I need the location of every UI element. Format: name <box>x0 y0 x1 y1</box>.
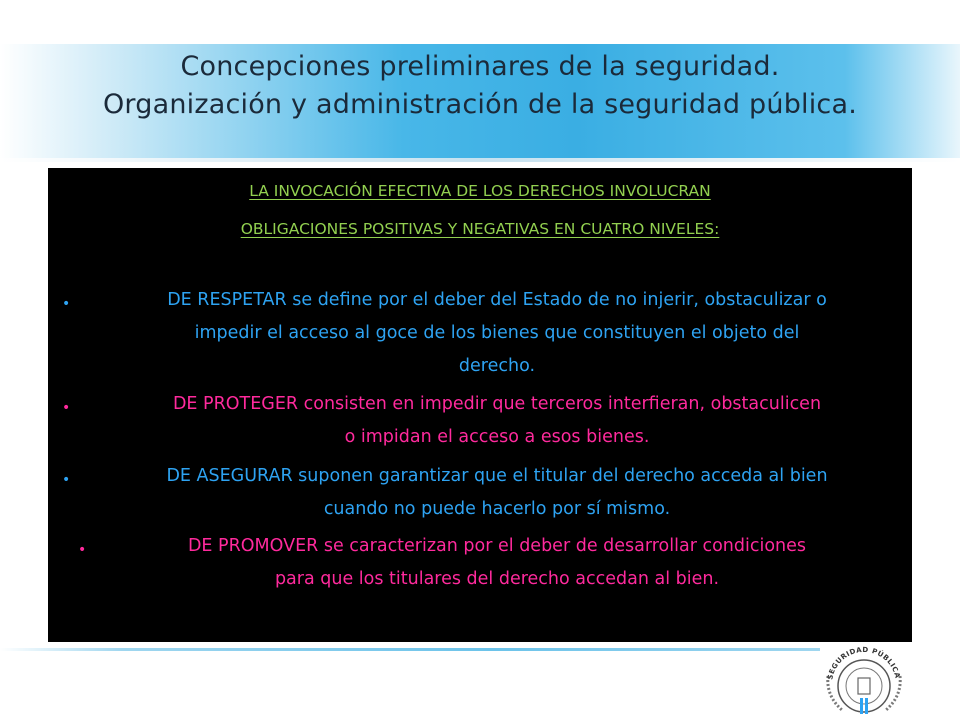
bullet-marker: • <box>62 400 71 416</box>
bullet-line: o impidan el acceso a esos bienes. <box>344 427 650 447</box>
bullet-marker: • <box>78 542 87 558</box>
bullet-text <box>86 460 908 526</box>
bullet-line: DE PROTEGER consisten en impedir que terceros interfieran, obstaculicen <box>172 394 822 414</box>
bullet-text <box>86 530 908 596</box>
bullet-line: DE RESPETAR se define por el deber del Estado de no injerir, obstaculizar o <box>167 290 827 310</box>
footer-rule <box>0 648 820 651</box>
bullet-line: DE PROMOVER se caracterizan por el deber de desarrollar condiciones <box>187 536 807 556</box>
bullet-text <box>86 284 908 383</box>
bullet-line: cuando no puede hacerlo por sí mismo. <box>323 499 671 519</box>
slide-title <box>0 48 960 124</box>
slide-title-line-2: Organización y administración de la seguridad pública. <box>102 89 858 120</box>
heading-line-1: LA INVOCACIÓN EFECTIVA DE LOS DERECHOS INVOLUCRAN <box>249 182 711 200</box>
seal-text: SEGURIDAD PÚBLICA <box>826 645 902 681</box>
institutional-seal-icon <box>818 632 910 720</box>
heading-line-2: OBLIGACIONES POSITIVAS Y NEGATIVAS EN CUATRO NIVELES: <box>240 220 720 238</box>
slide-title-line-1: Concepciones preliminares de la seguridad. <box>180 51 780 82</box>
bullet-marker: • <box>62 296 71 312</box>
svg-text:SEGURIDAD PÚBLICA <box>826 646 901 681</box>
bullet-line: derecho. <box>458 356 536 376</box>
bullet-text <box>86 388 908 454</box>
bullet-marker: • <box>62 472 71 488</box>
bullet-line: para que los titulares del derecho accedan al bien. <box>274 569 720 589</box>
bullet-line: DE ASEGURAR suponen garantizar que el titular del derecho acceda al bien <box>166 466 828 486</box>
bullet-line: impedir el acceso al goce de los bienes que constituyen el objeto del <box>194 323 800 343</box>
content-box <box>48 168 912 642</box>
